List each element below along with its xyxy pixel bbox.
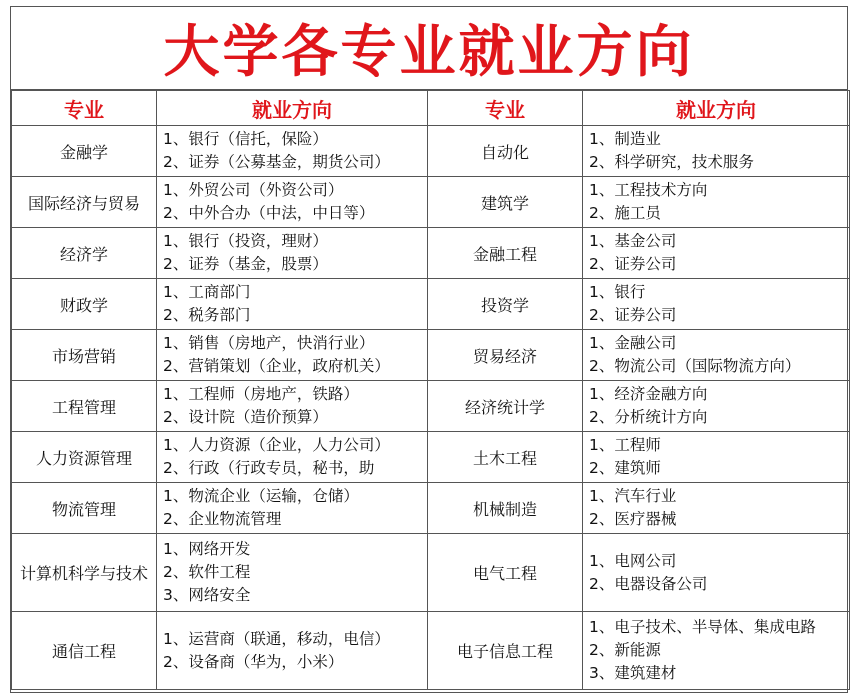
career-directions — [157, 177, 428, 228]
direction-item: 2、新能源 — [589, 641, 661, 659]
header-directions-left: 就业方向 — [157, 91, 428, 126]
direction-item: 1、销售（房地产，快消行业） — [163, 334, 375, 352]
direction-item: 1、网络开发 — [163, 540, 251, 558]
direction-item: 2、证券公司 — [589, 255, 677, 273]
direction-item: 2、施工员 — [589, 204, 661, 222]
table-row — [12, 483, 850, 534]
direction-item: 1、银行 — [589, 283, 646, 301]
career-directions — [583, 279, 850, 330]
table-row — [12, 279, 850, 330]
career-directions — [583, 177, 850, 228]
career-directions — [157, 432, 428, 483]
major-name: 自动化 — [428, 126, 583, 177]
career-directions — [583, 612, 850, 690]
career-directions — [157, 612, 428, 690]
direction-item: 2、证券公司 — [589, 306, 677, 324]
direction-item: 3、建筑建材 — [589, 664, 677, 682]
major-name: 通信工程 — [12, 612, 157, 690]
major-name: 经济学 — [12, 228, 157, 279]
header-row — [12, 91, 850, 126]
major-name: 投资学 — [428, 279, 583, 330]
table-row — [12, 330, 850, 381]
major-name: 电子信息工程 — [428, 612, 583, 690]
direction-item: 1、基金公司 — [589, 232, 677, 250]
direction-item: 1、银行（投资，理财） — [163, 232, 328, 250]
direction-item: 1、制造业 — [589, 130, 661, 148]
major-name: 工程管理 — [12, 381, 157, 432]
header-major-right: 专业 — [428, 91, 583, 126]
direction-item: 1、工程师 — [589, 436, 661, 454]
table-row — [12, 177, 850, 228]
career-directions — [157, 330, 428, 381]
career-directions — [157, 279, 428, 330]
major-name: 电气工程 — [428, 534, 583, 612]
direction-item: 2、中外合办（中法，中日等） — [163, 204, 375, 222]
major-name: 机械制造 — [428, 483, 583, 534]
direction-item: 2、分析统计方向 — [589, 408, 708, 426]
header-major-left: 专业 — [12, 91, 157, 126]
employment-table-sheet — [10, 6, 848, 693]
direction-item: 1、工程技术方向 — [589, 181, 708, 199]
direction-item: 1、物流企业（运输，仓储） — [163, 487, 359, 505]
career-directions — [157, 483, 428, 534]
direction-item: 2、税务部门 — [163, 306, 251, 324]
career-directions — [157, 126, 428, 177]
career-directions — [583, 330, 850, 381]
direction-item: 2、证券（公募基金，期货公司） — [163, 153, 390, 171]
majors-table — [11, 90, 850, 690]
direction-item: 2、物流公司（国际物流方向） — [589, 357, 801, 375]
career-directions — [583, 228, 850, 279]
major-name: 金融工程 — [428, 228, 583, 279]
career-directions — [583, 534, 850, 612]
major-name: 财政学 — [12, 279, 157, 330]
career-directions — [157, 534, 428, 612]
table-row — [12, 381, 850, 432]
direction-item: 1、汽车行业 — [589, 487, 677, 505]
direction-item: 1、外贸公司（外资公司） — [163, 181, 344, 199]
direction-item: 1、运营商（联通，移动，电信） — [163, 629, 390, 648]
direction-item: 1、电子技术、半导体、集成电路 — [589, 618, 816, 636]
direction-item: 3、网络安全 — [163, 586, 251, 604]
major-name: 金融学 — [12, 126, 157, 177]
career-directions — [157, 228, 428, 279]
major-name: 经济统计学 — [428, 381, 583, 432]
table-row — [12, 612, 850, 690]
career-directions — [583, 432, 850, 483]
direction-item: 1、工程师（房地产，铁路） — [163, 385, 359, 403]
table-row — [12, 432, 850, 483]
header-directions-right: 就业方向 — [583, 91, 850, 126]
direction-item: 2、行政（行政专员，秘书，助 — [163, 459, 375, 477]
direction-item: 1、人力资源（企业，人力公司） — [163, 436, 390, 454]
direction-item: 1、银行（信托，保险） — [163, 130, 328, 148]
direction-item: 1、经济金融方向 — [589, 385, 708, 403]
direction-item: 1、电网公司 — [589, 551, 677, 570]
direction-item: 2、医疗器械 — [589, 510, 677, 528]
major-name: 人力资源管理 — [12, 432, 157, 483]
major-name: 物流管理 — [12, 483, 157, 534]
direction-item: 2、企业物流管理 — [163, 510, 282, 528]
table-row — [12, 228, 850, 279]
direction-item: 1、工商部门 — [163, 283, 251, 301]
table-row — [12, 126, 850, 177]
major-name: 建筑学 — [428, 177, 583, 228]
direction-item: 2、软件工程 — [163, 563, 251, 581]
major-name: 计算机科学与技术 — [12, 534, 157, 612]
major-name: 贸易经济 — [428, 330, 583, 381]
table-row — [12, 534, 850, 612]
direction-item: 2、设计院（造价预算） — [163, 408, 328, 426]
major-name: 土木工程 — [428, 432, 583, 483]
direction-item: 2、设备商（华为，小米） — [163, 652, 344, 671]
career-directions — [157, 381, 428, 432]
direction-item: 2、建筑师 — [589, 459, 661, 477]
direction-item: 2、证券（基金，股票） — [163, 255, 328, 273]
page-title: 大学各专业就业方向 — [163, 20, 695, 85]
direction-item: 1、金融公司 — [589, 334, 677, 352]
career-directions — [583, 483, 850, 534]
direction-item: 2、营销策划（企业，政府机关） — [163, 357, 390, 375]
career-directions — [583, 381, 850, 432]
title-bar — [11, 7, 847, 90]
direction-item: 2、科学研究，技术服务 — [589, 153, 754, 171]
career-directions — [583, 126, 850, 177]
major-name: 市场营销 — [12, 330, 157, 381]
major-name: 国际经济与贸易 — [12, 177, 157, 228]
direction-item: 2、电器设备公司 — [589, 574, 708, 593]
